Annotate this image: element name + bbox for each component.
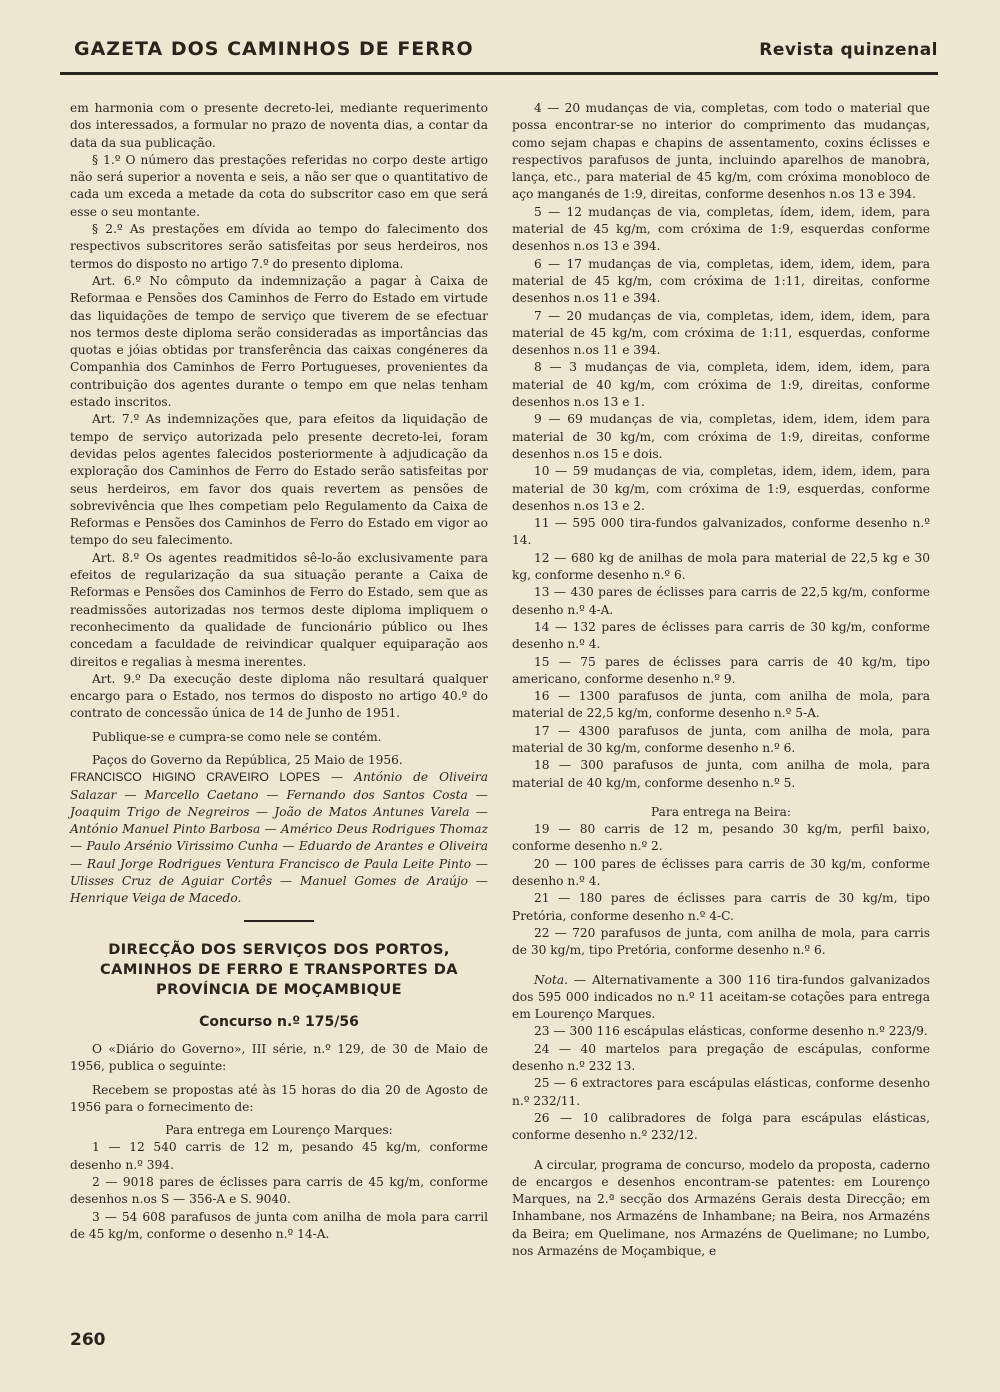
contest-number: Concurso n.º 175/56 (199, 1013, 359, 1030)
right-column (512, 100, 930, 1260)
list-item: 9 — 69 mudanças de via, completas, idem, idem, idem para material de 30 kg/m, com cróxima de 1:9, direitas, conforme desenhos n.os 15 e dois. (512, 412, 930, 461)
minister-names: — António de Oliveira Salazar — Marcello Caetano — Fernando dos Santos Costa — Joaquim Trigo de Negreiros — João de Matos Antunes Varela — António Manuel Pinto Barbosa — Américo Deus Rodrigues Thomaz — Paulo Arsénio Virissimo Cunha — Eduardo de Arantes e Oliveira — Raul Jorge Rodrigues Ventura Francisco de Paula Leite Pinto — Ulisses Cruz de Aguiar Cortês — Manuel Gomes de Araújo — Henrique Veiga de Macedo. (70, 770, 488, 906)
list-item: 17 — 4300 parafusos de junta, com anilha de mola, para material de 30 kg/m, conforme desenho n.º 6. (512, 723, 930, 755)
paragraph: Recebem se propostas até às 15 horas do dia 20 de Agosto de 1956 para o fornecimento de: (70, 1082, 488, 1114)
paragraph: Art. 8.º Os agentes readmitidos sê-lo-ão exclusivamente para efeitos de regularização da sua situação perante a Caixa de Reformas e Pensões dos Caminhos de Ferro do Estado, sem que as readmissões autorizadas nos termos deste diploma impliquem o reconhecimento da qualidade de funcionário público ou lhes concedam a faculdade de reivindicar qualquer equiparação aos direitos e regalias à mesma inerentes. (70, 550, 488, 669)
list-item: 24 — 40 martelos para pregação de escápulas, conforme desenho n.º 232 13. (512, 1041, 930, 1074)
list-item: 8 — 3 mudanças de via, completa, idem, idem, idem, para material de 40 kg/m, com cróxima de 1:9, direitas, conforme desenhos n.os 13 e 1. (512, 360, 930, 410)
note (512, 972, 930, 1024)
paragraph: Publique-se e cumpra-se como nele se contém. (92, 729, 382, 744)
paragraph: Art. 6.º No cômputo da indemnização a pagar à Caixa de Reformaa e Pensões dos Caminhos de Ferro do Estado em virtude das liquidações de tempo de serviço que tiverem de se efectuar nos termos deste diploma serão consideradas as importâncias das quotas e jóias obtidas por transferência das caixas congéneres da Companhia dos Caminhos de Ferro Portugueses, provenientes da contribuição dos agentes durante o tempo em que nelas tenham estado inscritos. (70, 273, 488, 410)
list-item: 6 — 17 mudanças de via, completas, idem, idem, idem, para material de 45 kg/m, com cróxima de 1:11, direitas, conforme desenhos n.os 11 e 394. (512, 256, 930, 306)
running-header (60, 38, 938, 75)
list-item: 12 — 680 kg de anilhas de mola para material de 22,5 kg e 30 kg, conforme desenho n.º 6. (512, 550, 930, 583)
list-item: 21 — 180 pares de éclisses para carris de 30 kg/m, tipo Pretória, conforme desenho n.º 4-C. (512, 891, 930, 923)
paragraph: O «Diário do Governo», III série, n.º 129, de 30 de Maio de 1956, publica o seguinte: (70, 1041, 488, 1074)
delivery-heading: Para entrega em Lourenço Marques: (165, 1123, 393, 1138)
list-item: 11 — 595 000 tira-fundos galvanizados, conforme desenho n.º 14. (512, 516, 930, 548)
paragraph: Art. 7.º As indemnizações que, para efeitos da liquidação de tempo de serviço autorizada pelo presente decreto-lei, foram devidas pelos agentes falecidos posteriormente à adjudicação da exploração dos Caminhos de Ferro do Estado serão satisfeitas por seus herdeiros, em favor dos quais revertem as pensões de sobrevivência que lhes competiam pelo Regulamento da Caixa de Reformas e Pensões dos Caminhos de Ferro do Estado em vigor ao tempo do seu falecimento. (70, 412, 488, 548)
page-number: 260 (70, 1330, 106, 1350)
section-divider (244, 920, 314, 922)
signing-line: Paços do Governo da República, 25 Maio de 1956. (92, 752, 403, 767)
list-item: 23 — 300 116 escápulas elásticas, conforme desenho n.º 223/9. (534, 1024, 928, 1039)
list-item: 25 — 6 extractores para escápulas elásticas, conforme desenho n.º 232/11. (512, 1076, 930, 1108)
journal-title: GAZETA DOS CAMINHOS DE FERRO (74, 38, 474, 60)
list-item: 20 — 100 pares de éclisses para carris de 30 kg/m, conforme desenho n.º 4. (512, 856, 930, 889)
left-column (70, 100, 488, 1243)
delivery-heading: Para entrega na Beira: (650, 804, 792, 819)
list-item: 14 — 132 pares de éclisses para carris de 30 kg/m, conforme desenho n.º 4. (512, 619, 930, 652)
list-item: 19 — 80 carris de 12 m, pesando 30 kg/m, perfil baixo, conforme desenho n.º 2. (512, 822, 930, 854)
list-item: 26 — 10 calibradores de folga para escápulas elásticas, conforme desenho n.º 232/12. (512, 1110, 930, 1143)
list-item: 18 — 300 parafusos de junta, com anilha de mola, para material de 40 kg/m, conforme desenho n.º 5. (512, 758, 930, 790)
list-item: 16 — 1300 parafusos de junta, com anilha de mola, para material de 22,5 kg/m, conforme desenho n.º 5-A. (512, 689, 930, 721)
list-item: 15 — 75 pares de éclisses para carris de 40 kg/m, tipo americano, conforme desenho n.º 9. (512, 654, 930, 686)
list-item: 5 — 12 mudanças de via, completas, ídem, idem, idem, para material de 45 kg/m, com cróxima de 1:9, esquerdas conforme desenhos n.os 13 e 394. (512, 204, 930, 254)
paragraph: § 1.º O número das prestações referidas no corpo deste artigo não será superior a noventa e seis, a não ser que o quantitativo de cada um exceda a metade da cota do subscritor caso em que será esse o seu montante. (70, 152, 488, 219)
list-item: 1 — 12 540 carris de 12 m, pesando 45 kg/m, conforme desenho n.º 394. (70, 1140, 488, 1172)
list-item: 13 — 430 pares de éclisses para carris de 22,5 kg/m, conforme desenho n.º 4-A. (512, 585, 930, 617)
list-item: 10 — 59 mudanças de via, completas, idem, idem, idem, para material de 30 kg/m, com cróxima de 1:9, esquerdas, conforme desenhos n.os 13 e 2. (512, 464, 930, 513)
journal-subtitle: Revista quinzenal (759, 40, 938, 60)
paragraph: em harmonia com o presente decreto-lei, mediante requerimento dos interessados, a formular no prazo de noventa dias, a contar da data da sua publicação. (70, 101, 488, 150)
president-name: FRANCISCO HIGINO CRAVEIRO LOPES (70, 770, 320, 785)
list-item: 4 — 20 mudanças de via, completas, com todo o material que possa encontrar-se no interior do comprimento das mudanças, como sejam chapas e chapins de assentamento, coxins éclisses e respectivos parafusos de junta, incluindo aparelhos de manobra, lança, etc., para material de 45 kg/m, com cróxima monobloco de aço manganés de 1:9, direitas, conforme desenhos n.os 13 e 394. (512, 101, 930, 202)
paragraph: A circular, programa de concurso, modelo da proposta, caderno de encargos e desenhos encontram-se patentes: em Lourenço Marques, na 2.ª secção dos Armazéns Gerais desta Direcção; em Inhambane, nos Armazéns de Inhambane; na Beira, nos Armazéns da Beira; em Quelimane, nos Armazéns de Quelimane; no Lumbo, nos Armazéns de Moçambique, e (512, 1157, 930, 1258)
note-label: Nota. (534, 972, 569, 987)
paragraph: § 2.º As prestações em dívida ao tempo do falecimento dos respectivos subscritores serão satisfeitas por seus herdeiros, nos termos do disposto no artigo 7.º do presento diploma. (70, 222, 488, 271)
paragraph: Art. 9.º Da execução deste diploma não resultará qualquer encargo para o Estado, nos termos do disposto no artigo 40.º do contrato de concessão única de 14 de Junho de 1951. (70, 671, 488, 721)
list-item: 2 — 9018 pares de éclisses para carris de 45 kg/m, conforme desenhos n.os S — 356-A e S. 9040. (70, 1175, 488, 1207)
signatories (70, 769, 488, 907)
note-text: — Alternativamente a 300 116 tira-fundos galvanizados dos 595 000 indicados no n.º 11 aceitam-se cotações para entrega em Lourenço Marques. (512, 972, 930, 1022)
section-title: DIRECÇÃO DOS SERVIÇOS DOS PORTOS, CAMINHOS DE FERRO E TRANSPORTES DA PROVÍNCIA DE MOÇAMBIQUE (100, 940, 458, 998)
list-item: 7 — 20 mudanças de via, completas, idem, idem, idem, para material de 45 kg/m, com cróxima de 1:11, esquerdas, conforme desenhos n.os 11 e 394. (512, 308, 930, 358)
list-item: 3 — 54 608 parafusos de junta com anilha de mola para carril de 45 kg/m, conforme o desenho n.º 14-A. (70, 1209, 488, 1241)
list-item: 22 — 720 parafusos de junta, com anilha de mola, para carris de 30 kg/m, tipo Pretória, conforme desenho n.º 6. (512, 925, 930, 958)
